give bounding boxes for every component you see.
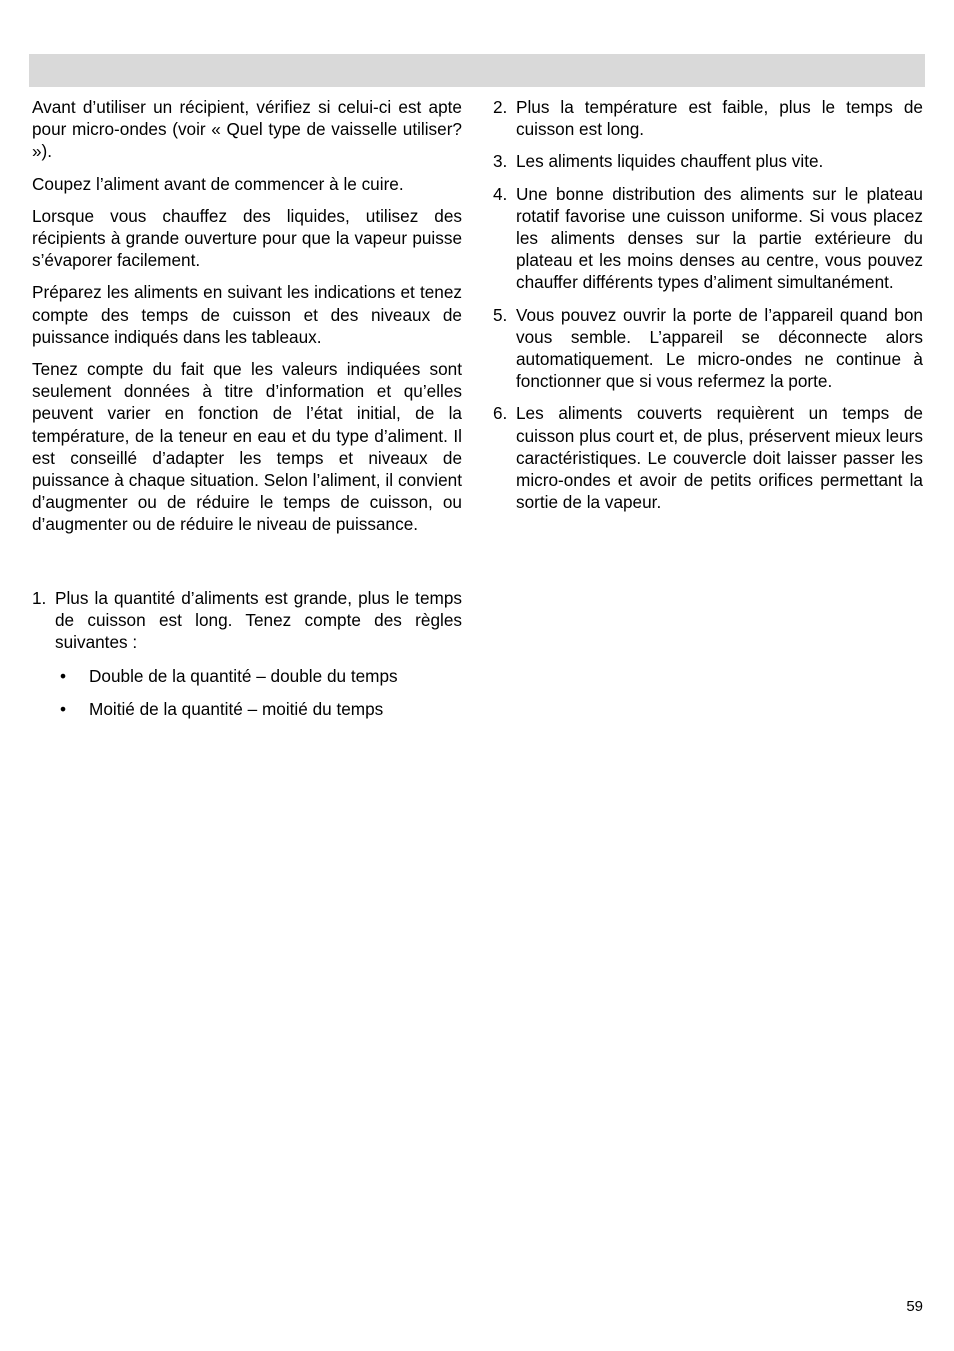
list-item-text: Les aliments couverts requièrent un temps de cuisson plus court et, de plus, préservent mieux leurs caractéristiques. Le couvercle doit laisser passer les micro-ondes et avoir de petits orifices permettant la sortie de la vapeur. (516, 403, 923, 513)
page-number: 59 (906, 1298, 923, 1315)
list-number: 1. (32, 587, 47, 608)
list-number: 3. (493, 151, 508, 172)
bullet-item (32, 698, 462, 720)
list-item-1 (32, 587, 462, 654)
list-item-4 (493, 183, 923, 294)
left-column (32, 96, 462, 732)
section-header-bar (29, 54, 925, 87)
list-item-text: Vous pouvez ouvrir la porte de l’appareil quand bon vous semble. L’appareil se déconnecte alors automatiquement. Le micro-ondes ne continue à fonctionner que si vous refermez la porte. (516, 304, 923, 392)
bullet-icon: • (60, 699, 67, 720)
list-item-2 (493, 96, 923, 140)
paragraph-values-info: Tenez compte du fait que les valeurs indiquées sont seulement données à titre d’information et qu’elles peuvent varier en fonction de l’état initial, de la température, de la teneur en eau et du type d’aliment. Il est conseillé d’adapter les temps et niveaux de puissance à chaque situation. Selon l’aliment, il convient d’augmenter ou de réduire le temps de cuisson, ou d’augmenter ou de réduire le niveau de puissance. (32, 359, 462, 535)
bullet-item (32, 665, 462, 687)
list-number: 5. (493, 304, 508, 325)
bullet-icon: • (60, 666, 67, 687)
list-number: 2. (493, 97, 508, 117)
list-item-text: Les aliments liquides chauffent plus vite. (516, 151, 824, 172)
list-number: 4. (493, 183, 508, 204)
bullet-text: Moitié de la quantité – moitié du temps (89, 699, 384, 720)
paragraph-liquids: Lorsque vous chauffez des liquides, utilisez des récipients à grande ouverture pour que la vapeur puisse s’évaporer facilement. (32, 205, 462, 271)
right-column (493, 96, 923, 523)
list-number: 6. (493, 403, 508, 424)
list-item-3 (493, 150, 923, 172)
list-item-text: Plus la température est faible, plus le temps de cuisson est long. (516, 97, 923, 140)
list-item-text: Plus la quantité d’aliments est grande, plus le temps de cuisson est long. Tenez compte des règles suivantes : (55, 587, 462, 653)
paragraph-container-check: Avant d’utiliser un récipient, vérifiez si celui-ci est apte pour micro-ondes (voir « Quel type de vaisselle utiliser? »). (32, 97, 462, 162)
bullet-text: Double de la quantité – double du temps (89, 666, 398, 687)
section-gap (32, 546, 462, 587)
numbered-list-left (32, 587, 462, 654)
paragraph-cut-food: Coupez l’aliment avant de commencer à le cuire. (32, 173, 404, 194)
bullet-list (32, 665, 462, 720)
list-item-text: Une bonne distribution des aliments sur le plateau rotatif favorise une cuisson uniforme. Si vous placez les aliments denses sur la partie extérieure du plateau et les moins denses au centre, vous pouvez chauffer différents types d’aliment simultanément. (516, 183, 923, 293)
numbered-list-right (493, 96, 923, 513)
paragraph-prepare: Préparez les aliments en suivant les indications et tenez compte des temps de cuisson et des niveaux de puissance indiqués dans les tableaux. (32, 282, 462, 347)
list-item-6 (493, 402, 923, 513)
list-item-5 (493, 304, 923, 393)
